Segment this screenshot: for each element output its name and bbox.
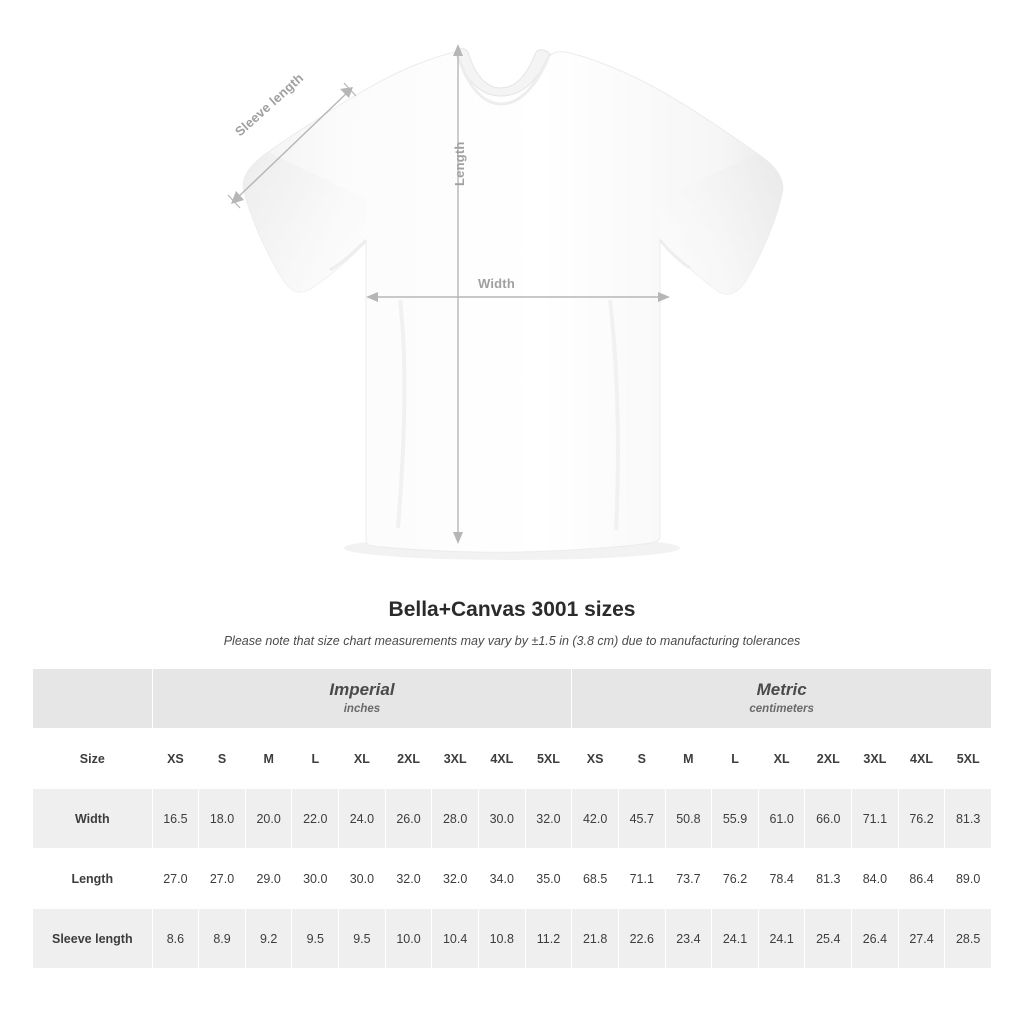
cell-sleeve-imperial-5xl: 11.2 bbox=[525, 909, 572, 969]
cell-length-metric-4xl: 86.4 bbox=[898, 849, 945, 909]
cell-width-metric-m: 50.8 bbox=[665, 789, 712, 849]
cell-sleeve-imperial-xs: 8.6 bbox=[152, 909, 199, 969]
cell-sleeve-imperial-m: 9.2 bbox=[245, 909, 292, 969]
size-col-imperial-l: L bbox=[292, 729, 339, 789]
cell-sleeve-metric-5xl: 28.5 bbox=[945, 909, 992, 969]
cell-sleeve-metric-xl: 24.1 bbox=[758, 909, 805, 969]
tolerance-note: Please note that size chart measurements may vary by ±1.5 in (3.8 cm) due to manufacturing tolerances bbox=[223, 634, 801, 648]
size-col-imperial-s: S bbox=[199, 729, 246, 789]
cell-length-imperial-s: 27.0 bbox=[199, 849, 246, 909]
size-col-imperial-4xl: 4XL bbox=[478, 729, 525, 789]
cell-sleeve-metric-2xl: 25.4 bbox=[805, 909, 852, 969]
cell-width-metric-xs: 42.0 bbox=[572, 789, 619, 849]
size-col-imperial-5xl: 5XL bbox=[525, 729, 572, 789]
size-header-label: Size bbox=[33, 729, 153, 789]
cell-length-metric-5xl: 89.0 bbox=[945, 849, 992, 909]
size-col-metric-5xl: 5XL bbox=[945, 729, 992, 789]
cell-length-imperial-5xl: 35.0 bbox=[525, 849, 572, 909]
size-col-imperial-3xl: 3XL bbox=[432, 729, 479, 789]
cell-width-metric-5xl: 81.3 bbox=[945, 789, 992, 849]
cell-length-imperial-xl: 30.0 bbox=[339, 849, 386, 909]
size-col-metric-4xl: 4XL bbox=[898, 729, 945, 789]
cell-length-imperial-m: 29.0 bbox=[245, 849, 292, 909]
cell-length-metric-xl: 78.4 bbox=[758, 849, 805, 909]
cell-width-imperial-l: 22.0 bbox=[292, 789, 339, 849]
cell-width-imperial-5xl: 32.0 bbox=[525, 789, 572, 849]
cell-length-imperial-4xl: 34.0 bbox=[478, 849, 525, 909]
size-col-imperial-m: M bbox=[245, 729, 292, 789]
table-row bbox=[33, 849, 992, 909]
cell-sleeve-imperial-s: 8.9 bbox=[199, 909, 246, 969]
cell-length-imperial-3xl: 32.0 bbox=[432, 849, 479, 909]
unit-group-metric bbox=[572, 669, 992, 729]
size-col-imperial-2xl: 2XL bbox=[385, 729, 432, 789]
size-col-metric-l: L bbox=[712, 729, 759, 789]
size-chart-table-wrapper bbox=[32, 668, 992, 969]
size-col-metric-2xl: 2XL bbox=[805, 729, 852, 789]
chart-title-block bbox=[0, 598, 1024, 648]
cell-width-imperial-4xl: 30.0 bbox=[478, 789, 525, 849]
cell-width-metric-2xl: 66.0 bbox=[805, 789, 852, 849]
cell-sleeve-imperial-4xl: 10.8 bbox=[478, 909, 525, 969]
size-col-imperial-xs: XS bbox=[152, 729, 199, 789]
row-label-sleeve-length: Sleeve length bbox=[33, 909, 153, 969]
cell-width-imperial-m: 20.0 bbox=[245, 789, 292, 849]
width-annotation: Width bbox=[478, 276, 515, 291]
size-header-row bbox=[33, 729, 992, 789]
cell-length-metric-xs: 68.5 bbox=[572, 849, 619, 909]
cell-sleeve-imperial-l: 9.5 bbox=[292, 909, 339, 969]
sleeve-length-annotation: Sleeve length bbox=[232, 70, 307, 140]
cell-sleeve-metric-s: 22.6 bbox=[618, 909, 665, 969]
cell-sleeve-metric-4xl: 27.4 bbox=[898, 909, 945, 969]
cell-sleeve-metric-xs: 21.8 bbox=[572, 909, 619, 969]
cell-length-metric-l: 76.2 bbox=[712, 849, 759, 909]
cell-width-metric-4xl: 76.2 bbox=[898, 789, 945, 849]
cell-width-metric-3xl: 71.1 bbox=[852, 789, 899, 849]
cell-length-metric-m: 73.7 bbox=[665, 849, 712, 909]
cell-length-metric-s: 71.1 bbox=[618, 849, 665, 909]
unit-group-imperial bbox=[152, 669, 572, 729]
cell-width-metric-l: 55.9 bbox=[712, 789, 759, 849]
cell-width-metric-xl: 61.0 bbox=[758, 789, 805, 849]
cell-length-metric-3xl: 84.0 bbox=[852, 849, 899, 909]
unit-group-imperial-sub: inches bbox=[343, 702, 381, 715]
cell-sleeve-metric-m: 23.4 bbox=[665, 909, 712, 969]
length-annotation: Length bbox=[452, 141, 467, 186]
size-col-imperial-xl: XL bbox=[339, 729, 386, 789]
table-row bbox=[33, 909, 992, 969]
size-col-metric-xl: XL bbox=[758, 729, 805, 789]
row-label-length: Length bbox=[33, 849, 153, 909]
unit-group-metric-name: Metric bbox=[756, 680, 807, 700]
cell-length-metric-2xl: 81.3 bbox=[805, 849, 852, 909]
cell-length-imperial-l: 30.0 bbox=[292, 849, 339, 909]
size-col-metric-s: S bbox=[618, 729, 665, 789]
cell-sleeve-imperial-2xl: 10.0 bbox=[385, 909, 432, 969]
size-col-metric-xs: XS bbox=[572, 729, 619, 789]
unit-corner-cell bbox=[33, 669, 153, 729]
unit-group-imperial-name: Imperial bbox=[329, 680, 395, 700]
unit-group-metric-sub: centimeters bbox=[749, 702, 814, 715]
size-chart-table bbox=[32, 668, 992, 969]
cell-width-imperial-2xl: 26.0 bbox=[385, 789, 432, 849]
page-title: Bella+Canvas 3001 sizes bbox=[388, 598, 636, 621]
cell-width-imperial-s: 18.0 bbox=[199, 789, 246, 849]
size-col-metric-3xl: 3XL bbox=[852, 729, 899, 789]
cell-width-metric-s: 45.7 bbox=[618, 789, 665, 849]
cell-sleeve-metric-3xl: 26.4 bbox=[852, 909, 899, 969]
cell-width-imperial-3xl: 28.0 bbox=[432, 789, 479, 849]
cell-width-imperial-xs: 16.5 bbox=[152, 789, 199, 849]
cell-width-imperial-xl: 24.0 bbox=[339, 789, 386, 849]
size-col-metric-m: M bbox=[665, 729, 712, 789]
row-label-width: Width bbox=[33, 789, 153, 849]
table-row bbox=[33, 789, 992, 849]
cell-sleeve-metric-l: 24.1 bbox=[712, 909, 759, 969]
cell-sleeve-imperial-3xl: 10.4 bbox=[432, 909, 479, 969]
cell-sleeve-imperial-xl: 9.5 bbox=[339, 909, 386, 969]
unit-group-row bbox=[33, 669, 992, 729]
cell-length-imperial-2xl: 32.0 bbox=[385, 849, 432, 909]
cell-length-imperial-xs: 27.0 bbox=[152, 849, 199, 909]
